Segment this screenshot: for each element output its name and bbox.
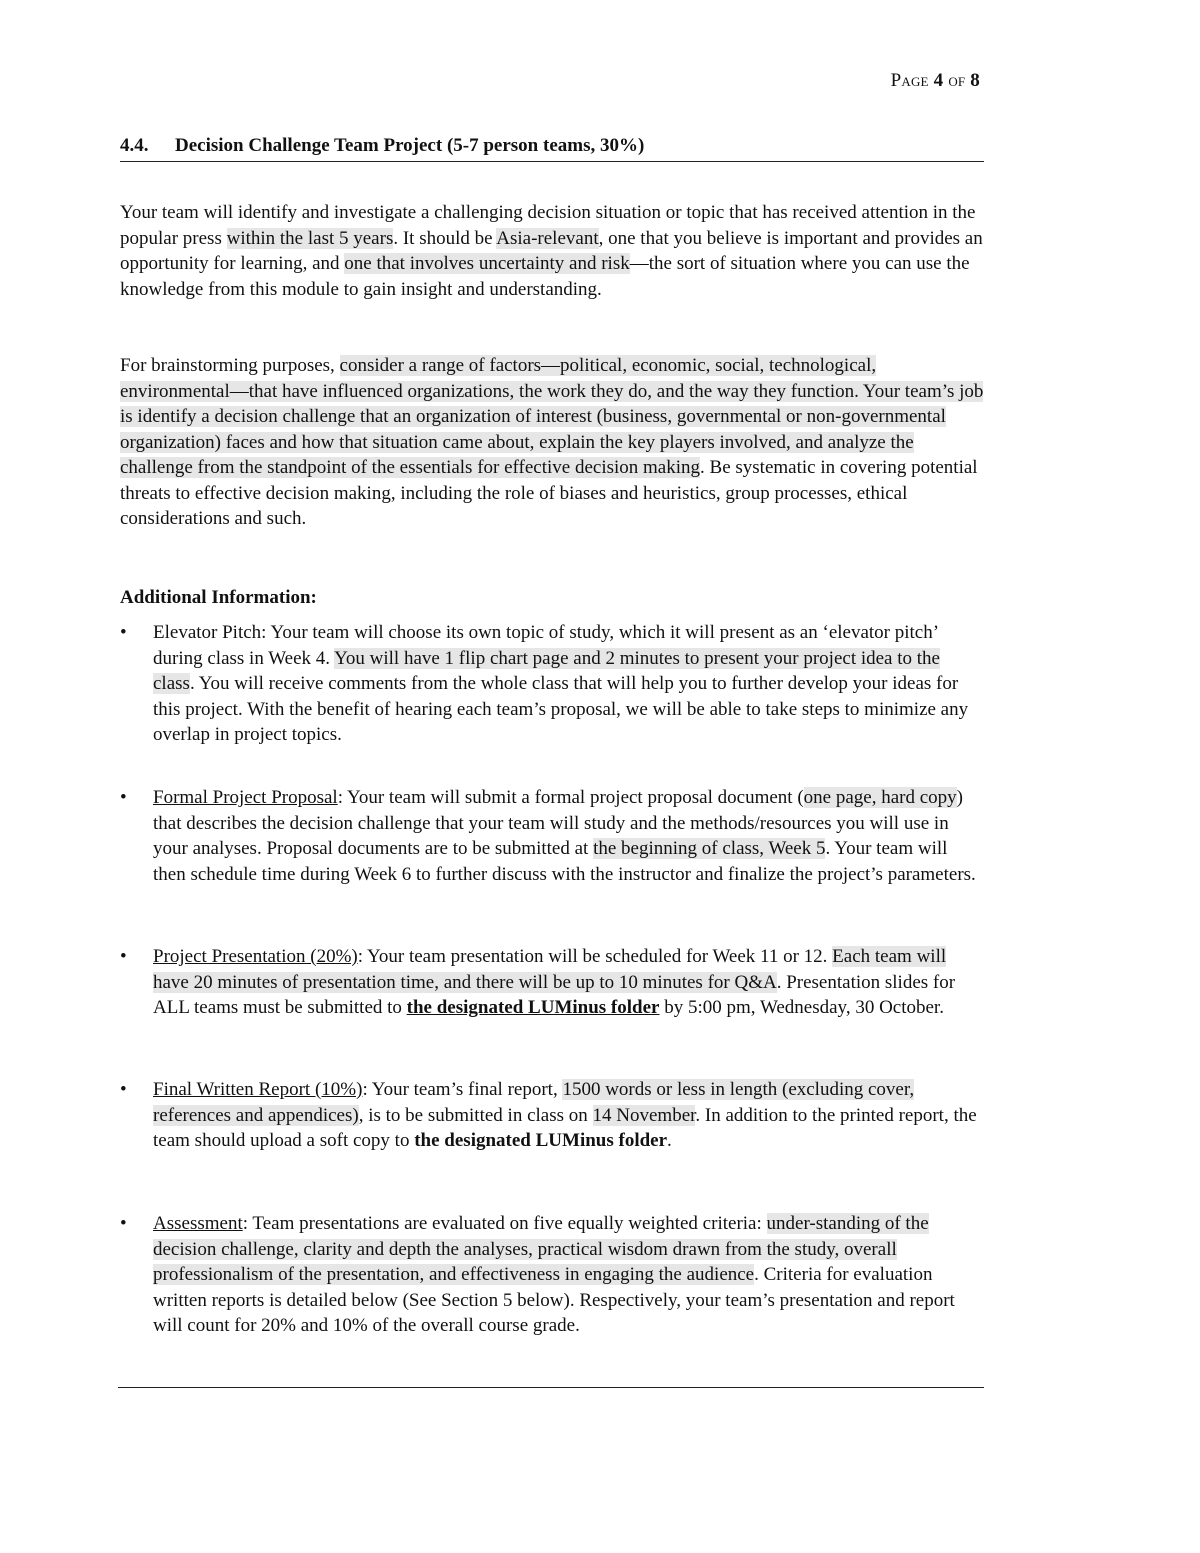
luminus-folder-link[interactable]: the designated LUMinus folder [406,997,660,1018]
page-word: Page [890,70,929,91]
section-heading [120,135,984,162]
bullet-marker: • [120,787,127,808]
intro-paragraph-2: For brainstorming purposes, consider a range of factors—political, economic, social, technological, environmental—that have influenced organizations, the work they do, and the way they function. Your team’s job is identify a decision challenge that an organization of interest (business, governmental or non-governmental organization) faces and how that situation came about, explain the key players involved, and analyze the challenge from the standpoint of the essentials for effective decision making. Be systematic in covering potential threats to effective decision making, including the role of biases and heuristics, group processes, ethical considerations and such. [120,355,984,529]
bullet-marker: • [120,1213,127,1234]
of-word: of [948,70,966,91]
section-number: 4.4. [120,135,149,156]
bullet-marker: • [120,1079,127,1100]
additional-info-heading: Additional Information: [120,587,317,608]
page-number-header [891,70,980,92]
section-title: Decision Challenge Team Project (5-7 person teams, 30%) [175,135,645,156]
page-total: 8 [970,70,980,91]
bullet-marker: • [120,946,127,967]
bottom-divider [118,1387,984,1388]
page-number: 4 [933,70,944,91]
intro-paragraph-1: Your team will identify and investigate a challenging decision situation or topic that has received attention in the popular press within the last 5 years. It should be Asia-relevant, one that you believe is important and provides an opportunity for learning, and one that involves uncertainty and risk—the sort of situation where you can use the knowledge from this module to gain insight and understanding. [120,202,983,300]
document-page: Page 4 of 8 4.4. Decision Challenge Team Project (5-7 person teams, 30%) Your team will identify and investigate a challenging decision situation or topic that has received attention in the popular press within the last 5 years. It should be Asia-relevant, one that you believe is important and provides an opportunity for learning, and one that involves uncertainty and risk—the sort of situation where you can use the knowledge from this module to gain insight and understanding. For brainstorming purposes, consider a range of factors—political, economic, social, technological, environmental—that have influenced organizations, the work they do, and the way they function. Your team’s job is identify a decision challenge that an organization of interest (business, governmental or non-governmental organization) faces and how that situation came about, explain the key players involved, and analyze the challenge from the standpoint of the essentials for effective decision making. Be systematic in covering potential threats to effective decision making, including the role of biases and heuristics, group processes, ethical considerations and such. Additional Information: • Elevator Pitch: Your team will choose its own topic of study, which it will present as an ‘elevator pitch’ during class in Week 4. You will have 1 flip chart page and 2 minutes to present your project idea to the class. You will receive comments from the whole class that will help you to further develop your ideas for this project. With the benefit of hearing each team’s proposal, we will be able to take steps to minimize any overlap in project topics. • Formal Project Proposal: Your team will submit a formal project proposal document (one page, hard copy) that describes the decision challenge that your team will study and the methods/resources you will use in your analyses. Proposal documents are to be submitted at the beginning of class, Week 5. Your team will then schedule time during Week 6 to further discuss with the instructor and finalize the project’s parameters. • Project Presentation (20%): Your team presentation will be scheduled for Week 11 or 12. Each team will have 20 minutes of presentation time, and there will be up to 10 minutes for Q&A. Presentation slides for ALL teams must be submitted to the designated LUMinus folder by 5:00 pm, Wednesday, 30 October. • Final Written Report (10%): Your team’s final report, 1500 words or less in length (excluding cover, references and appendices), is to be submitted in class on 14 November. In addition to the printed report, the team should upload a soft copy to the designated LUMinus folder. • Assessment: Team presentations are evaluated on five equally weighted criteria: under-standing of the decision challenge, clarity and depth the analyses, practical wisdom drawn from the study, overall professionalism of the presentation, and effectiveness in engaging the audience. Criteria for evaluation written reports is detailed below (See Section 5 below). Respectively, your team’s presentation and report will count for 20% and 10% of the overall course grade. [0,0,1200,1553]
bullet-marker: • [120,622,127,643]
